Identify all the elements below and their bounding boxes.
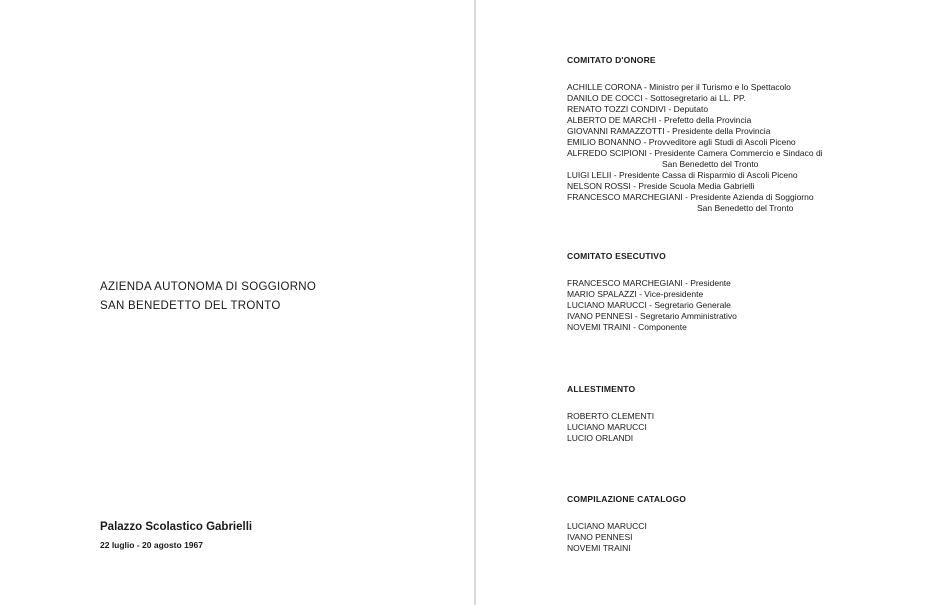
member-line: IVANO PENNESI - Segretario Amministrativo (567, 311, 737, 321)
member-line: MARIO SPALAZZI - Vice-presidente (567, 289, 704, 299)
member-line-continuation: San Benedetto del Tronto (697, 203, 794, 213)
section-allestimento (567, 384, 947, 444)
member-line: GIOVANNI RAMAZZOTTI - Presidente della Provincia (567, 126, 771, 136)
member-line: LUCIANO MARUCCI - Segretario Generale (567, 300, 731, 310)
exhibition-dates: 22 luglio - 20 agosto 1967 (100, 540, 203, 550)
section-comitato-onore (567, 55, 947, 214)
member-line: LUCIANO MARUCCI (567, 422, 647, 432)
member-line: EMILIO BONANNO - Provveditore agli Studi di Ascoli Piceno (567, 137, 796, 147)
member-line: NELSON ROSSI - Preside Scuola Media Gabrielli (567, 181, 755, 191)
member-line: FRANCESCO MARCHEGIANI - Presidente (567, 278, 731, 288)
member-line: ALFREDO SCIPIONI - Presidente Camera Commercio e Sindaco di (567, 148, 823, 158)
organization-town: SAN BENEDETTO DEL TRONTO (100, 300, 281, 312)
member-line: IVANO PENNESI (567, 532, 633, 542)
section-compilazione-catalogo (567, 494, 947, 554)
member-line: DANILO DE COCCI - Sottosegretario ai LL. PP. (567, 93, 746, 103)
right-page (476, 0, 950, 605)
section-comitato-esecutivo (567, 251, 947, 333)
member-line: NOVEMI TRAINI - Componente (567, 322, 687, 332)
organization-block (100, 278, 316, 316)
member-line: ACHILLE CORONA - Ministro per il Turismo e lo Spettacolo (567, 82, 791, 92)
left-page (0, 0, 474, 605)
member-line: ROBERTO CLEMENTI (567, 411, 655, 421)
section-heading: COMITATO D'ONORE (567, 55, 656, 65)
member-line: ALBERTO DE MARCHI - Prefetto della Provincia (567, 115, 752, 125)
venue-title: Palazzo Scolastico Gabrielli (100, 521, 253, 533)
member-line-continuation: San Benedetto del Tronto (662, 159, 759, 169)
member-line: LUIGI LELII - Presidente Cassa di Risparmio di Ascoli Piceno (567, 170, 798, 180)
section-heading: COMITATO ESECUTIVO (567, 251, 666, 261)
organization-name: AZIENDA AUTONOMA DI SOGGIORNO (100, 281, 317, 293)
member-line: FRANCESCO MARCHEGIANI - Presidente Azienda di Soggiorno (567, 192, 814, 202)
member-line: LUCIO ORLANDI (567, 433, 634, 443)
section-heading: ALLESTIMENTO (567, 384, 636, 394)
member-line: LUCIANO MARUCCI (567, 521, 647, 531)
member-line: NOVEMI TRAINI (567, 543, 631, 553)
section-heading: COMPILAZIONE CATALOGO (567, 494, 687, 504)
member-line: RENATO TOZZI CONDIVI - Deputato (567, 104, 709, 114)
